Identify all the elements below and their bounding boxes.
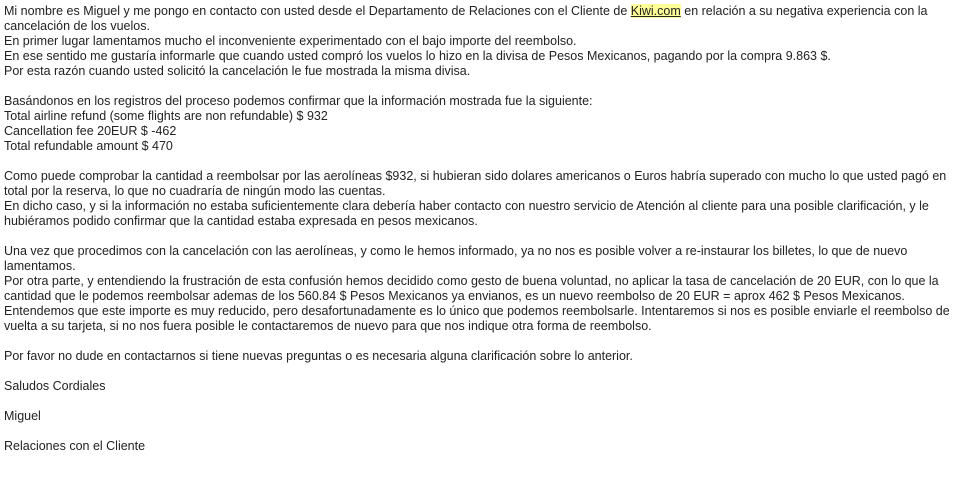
email-body xyxy=(4,4,964,454)
contact-invite: Por favor no dude en contactarnos si tiene nuevas preguntas o es necesaria alguna clarificación sobre lo anterior. xyxy=(4,349,633,363)
cancellation-paragraph: Una vez que procedimos con la cancelación con las aerolíneas, y como le hemos informado, ya no nos es posible volver a re-instaurar los billetes, lo que de nuevo lamentamos. xyxy=(4,244,908,273)
currency-display-line: Por esta razón cuando usted solicitó la cancelación le fue mostrada la misma divisa. xyxy=(4,64,471,78)
spacer xyxy=(4,154,964,169)
intro-paragraph xyxy=(4,4,964,34)
intro-text-before-link: Mi nombre es Miguel y me pongo en contacto con usted desde el Departamento de Relaciones con el Cliente de xyxy=(4,4,631,18)
signature-department: Relaciones con el Cliente xyxy=(4,439,146,453)
apology-line: En primer lugar lamentamos mucho el inconveniente experimentado con el bajo importe del reembolso. xyxy=(4,34,577,48)
goodwill-paragraph: Por otra parte, y entendiendo la frustración de esta confusión hemos decidido como gesto de buena voluntad, no aplicar la tasa de cancelación de 20 EUR, con lo que la cantidad que le podemos reembolsar ademas de los 560.84 $ Pesos Mexicanos ya envianos, es un nuevo reembolso de 20 EUR = aprox 462 $ Pesos Mexicanos. xyxy=(4,274,939,303)
spacer xyxy=(4,364,964,379)
records-intro: Basándonos en los registros del proceso podemos confirmar que la información mostrada fue la siguiente: xyxy=(4,94,593,108)
kiwi-link[interactable]: Kiwi.com xyxy=(630,4,681,18)
spacer xyxy=(4,229,964,244)
comparison-paragraph: Como puede comprobar la cantidad a reembolsar por las aerolíneas $932, si hubieran sido dolares americanos o Euros habría superado con mucho lo que usted pagó en total por la reserva, lo que no cuadraría de ningún modo las cuentas. xyxy=(4,169,947,198)
signature-name: Miguel xyxy=(4,409,41,423)
airline-refund-line: Total airline refund (some flights are non refundable) $ 932 xyxy=(4,109,328,123)
clarification-paragraph: En dicho caso, y si la información no estaba suficientemente clara debería haber contacto con nuestro servicio de Atención al cliente para una posible clarificación, y le hubiéramos podido confirmar que la cantidad estaba expresada en pesos mexicanos. xyxy=(4,199,929,228)
spacer xyxy=(4,334,964,349)
currency-line: En ese sentido me gustaría informarle que cuando usted compró los vuelos lo hizo en la divisa de Pesos Mexicanos, pagando por la compra 9.863 $. xyxy=(4,49,831,63)
spacer xyxy=(4,394,964,409)
cancellation-fee-line: Cancellation fee 20EUR $ -462 xyxy=(4,124,177,138)
intro-text-after-link: en relación a su negativa experiencia con la cancelación de los vuelos. xyxy=(4,4,928,33)
closing: Saludos Cordiales xyxy=(4,379,106,393)
spacer xyxy=(4,79,964,94)
spacer xyxy=(4,424,964,439)
total-refundable-line: Total refundable amount $ 470 xyxy=(4,139,173,153)
refund-method-paragraph: Entendemos que este importe es muy reducido, pero desafortunadamente es lo único que podemos reembolsarle. Intentaremos si nos es posible enviarle el reembolso de vuelta a su tarjeta, si no nos fuera posible le contactaremos de nuevo para que nos indique otra forma de reembolso. xyxy=(4,304,950,333)
